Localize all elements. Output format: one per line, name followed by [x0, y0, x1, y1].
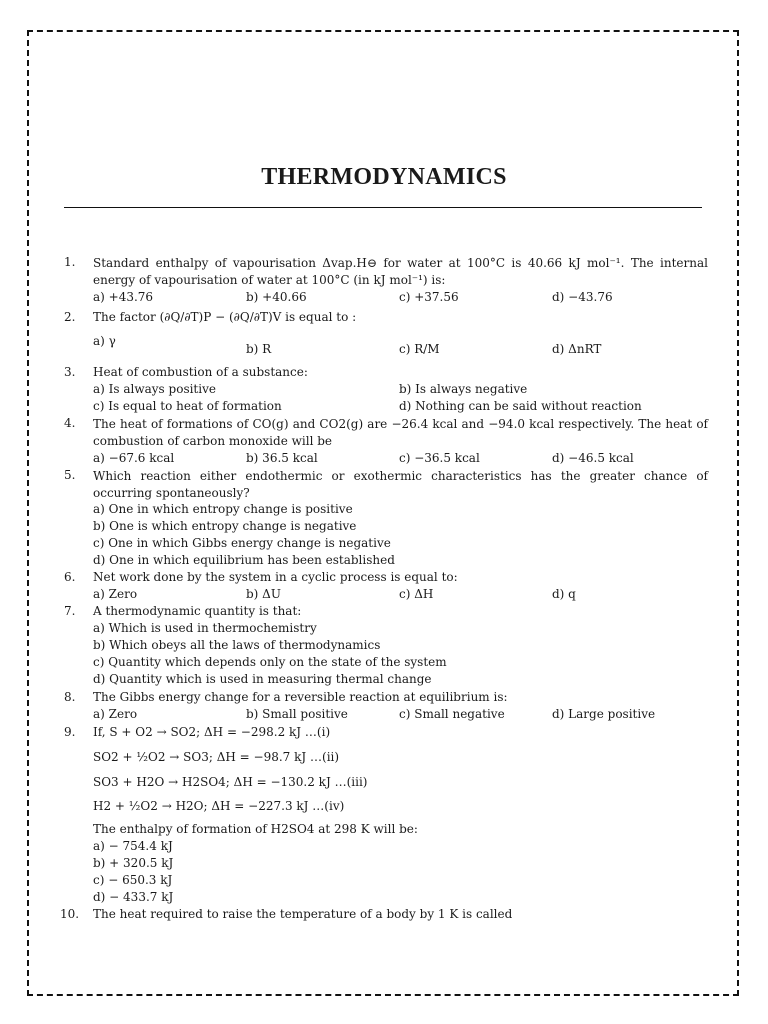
question-number: 4. [64, 416, 76, 430]
question-number: 7. [64, 604, 76, 618]
option-c: c) − 650.3 kJ [93, 873, 173, 887]
question-number: 10. [60, 907, 80, 921]
option-c: c) Quantity which depends only on the state of the system [93, 655, 447, 669]
question-text: The heat required to raise the temperature of a body by 1 K is called [93, 907, 513, 921]
question-text: Which reaction either endothermic or exothermic characteristics has the greater chance of occurring spontaneously? [93, 469, 708, 500]
option-a: a) +43.76 [93, 290, 154, 304]
option-a: a) Is always positive [93, 382, 216, 396]
title-underline [64, 207, 702, 208]
option-a: a) − 754.4 kJ [93, 839, 173, 853]
question-text: The factor (∂Q/∂T)P − (∂Q/∂T)V is equal to : [93, 310, 357, 324]
option-a: a) One in which entropy change is positive [93, 502, 353, 516]
question-number: 6. [64, 570, 76, 584]
option-d: d) − 433.7 kJ [93, 890, 174, 904]
option-a: a) Which is used in thermochemistry [93, 621, 317, 635]
equation-ii: SO2 + ½O2 → SO3; ΔH = −98.7 kJ …(ii) [93, 750, 340, 764]
option-b: b) Small positive [246, 707, 348, 721]
option-a: a) Zero [93, 587, 138, 601]
option-d: d) Quantity which is used in measuring thermal change [93, 672, 432, 686]
option-c: c) +37.56 [399, 290, 459, 304]
option-b: b) One is which entropy change is negative [93, 519, 357, 533]
option-d: d) q [552, 587, 576, 601]
question-number: 5. [64, 468, 76, 482]
question-number: 2. [64, 310, 76, 324]
question-text: The Gibbs energy change for a reversible reaction at equilibrium is: [93, 690, 508, 704]
option-b: b) Is always negative [399, 382, 528, 396]
option-b: b) R [246, 342, 272, 356]
option-d: d) Nothing can be said without reaction [399, 399, 642, 413]
option-c: c) Small negative [399, 707, 505, 721]
question-text: Standard enthalpy of vapourisation Δvap.H⊖ for water at 100°C is 40.66 kJ mol⁻¹. The internal energy of vapourisation of water at 100°C (in kJ mol⁻¹) is: [93, 256, 708, 287]
question-number: 1. [64, 255, 76, 269]
option-b: b) + 320.5 kJ [93, 856, 174, 870]
option-b: b) ΔU [246, 587, 281, 601]
option-c: c) ΔH [399, 587, 434, 601]
option-a: a) γ [93, 334, 116, 348]
option-c: c) Is equal to heat of formation [93, 399, 282, 413]
option-c: c) R/M [399, 342, 440, 356]
option-c: c) One in which Gibbs energy change is negative [93, 536, 391, 550]
option-d: d) −43.76 [552, 290, 613, 304]
equation-i: If, S + O2 → SO2; ΔH = −298.2 kJ …(i) [93, 725, 331, 739]
option-c: c) −36.5 kcal [399, 451, 480, 465]
question-text: The heat of formations of CO(g) and CO2(g) are −26.4 kcal and −94.0 kcal respectively. The heat of combustion of carbon monoxide will be [93, 417, 708, 448]
question-number: 8. [64, 690, 76, 704]
page-title: THERMODYNAMICS [261, 164, 507, 190]
question-text: A thermodynamic quantity is that: [93, 604, 302, 618]
question-number: 3. [64, 365, 76, 379]
option-b: b) Which obeys all the laws of thermodynamics [93, 638, 381, 652]
option-d: d) ΔnRT [552, 342, 602, 356]
option-b: b) +40.66 [246, 290, 307, 304]
option-d: d) One in which equilibrium has been established [93, 553, 395, 567]
question-text: The enthalpy of formation of H2SO4 at 298 K will be: [93, 822, 418, 836]
equation-iv: H2 + ½O2 → H2O; ΔH = −227.3 kJ …(iv) [93, 799, 345, 813]
question-text: Net work done by the system in a cyclic process is equal to: [93, 570, 458, 584]
option-d: d) −46.5 kcal [552, 451, 634, 465]
option-b: b) 36.5 kcal [246, 451, 318, 465]
equation-iii: SO3 + H2O → H2SO4; ΔH = −130.2 kJ …(iii) [93, 775, 368, 789]
option-d: d) Large positive [552, 707, 656, 721]
option-a: a) Zero [93, 707, 138, 721]
option-a: a) −67.6 kcal [93, 451, 175, 465]
question-text: Heat of combustion of a substance: [93, 365, 308, 379]
question-number: 9. [64, 725, 76, 739]
